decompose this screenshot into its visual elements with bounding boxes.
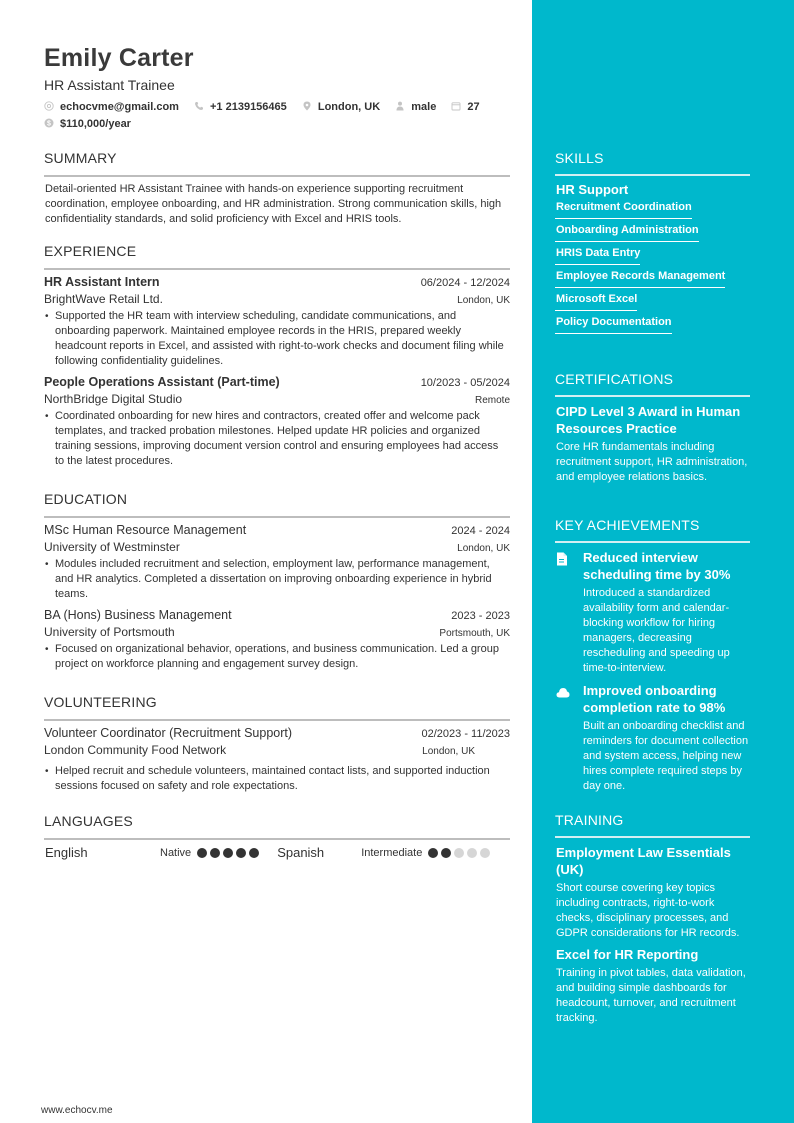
phone-text: +1 2139156465	[210, 101, 287, 113]
candidate-role: HR Assistant Trainee	[44, 77, 175, 93]
summary-section	[44, 150, 510, 227]
skill-item: HRIS Data Entry	[555, 243, 640, 265]
company-name: NorthBridge Digital Studio	[44, 392, 183, 406]
rating-dot-filled	[210, 848, 220, 858]
education-description: • Focused on organizational behavior, operations, and business communication. Led a group project on workforce planning and engagement survey design.	[44, 642, 510, 672]
section-title: LANGUAGES	[44, 813, 133, 829]
experience-entry	[44, 375, 510, 469]
rating-dot-empty	[454, 848, 464, 858]
section-divider	[44, 838, 510, 840]
job-title: People Operations Assistant (Part-time)	[44, 375, 280, 389]
skill-group-title: HR Support	[556, 182, 629, 197]
contact-age	[451, 99, 479, 116]
experience-entry	[44, 275, 510, 369]
cloud-icon	[556, 687, 570, 698]
language-name: English	[45, 845, 88, 860]
summary-text: Detail-oriented HR Assistant Trainee with hands-on experience supporting recruitment coordination, employee onboarding, and HR administration. Strong communication skills, high confidentiality standards, and solid proficiency with Excel and HRIS tools.	[45, 183, 502, 225]
location-pin-icon	[302, 101, 312, 111]
calendar-icon	[451, 101, 461, 111]
section-title: VOLUNTEERING	[44, 694, 157, 710]
language-level: Native	[160, 846, 192, 859]
achievement-description: Built an onboarding checklist and reminders for document collection and system access, helping new hires complete required steps by day one.	[583, 720, 749, 792]
salary-text: $110,000/year	[60, 118, 131, 130]
age-text: 27	[467, 101, 480, 113]
job-description: • Supported the HR team with interview scheduling, candidate communications, and onboarding paperwork. Maintained employee records in the HRIS, prepared weekly headcount reports in Excel, and assisted with right-to-work checks and document filing while following confidentiality guidelines.	[44, 309, 510, 369]
person-icon	[395, 101, 405, 111]
rating-dot-filled	[223, 848, 233, 858]
job-dates: 10/2023 - 05/2024	[420, 377, 510, 389]
rating-dot-filled	[249, 848, 259, 858]
training-name: Excel for HR Reporting	[556, 947, 699, 962]
languages-section	[44, 813, 510, 860]
achievement-item	[555, 549, 750, 676]
training-item	[555, 946, 750, 1026]
section-title: EDUCATION	[44, 491, 128, 507]
rating-dot-filled	[428, 848, 438, 858]
certifications-section	[555, 371, 750, 485]
experience-section	[44, 243, 510, 469]
contact-phone[interactable]	[194, 99, 287, 116]
education-dates: 2024 - 2024	[451, 525, 510, 537]
section-divider	[555, 836, 750, 838]
contact-salary	[44, 116, 131, 133]
language-level: Intermediate	[361, 846, 423, 859]
training-description: Short course covering key topics including contracts, right-to-work checks, disciplinary processes, and GDPR considerations for HR records.	[556, 882, 740, 939]
training-description: Training in pivot tables, data validation, and building simple dashboards for headcount, turnover, and recruitment tracking.	[556, 967, 746, 1024]
at-icon	[44, 101, 54, 111]
achievement-title: Reduced interview scheduling time by 30%	[583, 550, 731, 582]
certification-name: CIPD Level 3 Award in Human Resources Practice	[556, 404, 741, 436]
skills-section	[555, 150, 750, 335]
phone-icon	[194, 101, 204, 111]
training-section	[555, 812, 750, 1031]
section-title: TRAINING	[555, 812, 624, 828]
skill-item: Employee Records Management	[555, 266, 725, 288]
contact-email[interactable]	[44, 99, 179, 116]
rating-dot-empty	[467, 848, 477, 858]
school-name: University of Westminster	[44, 540, 180, 554]
contact-gender	[395, 99, 436, 116]
volunteering-section	[44, 694, 510, 794]
section-divider	[44, 175, 510, 177]
skill-item: Policy Documentation	[555, 312, 672, 334]
rating-dot-empty	[480, 848, 490, 858]
achievement-item	[555, 682, 750, 794]
rating-dot-filled	[441, 848, 451, 858]
volunteer-role: Volunteer Coordinator (Recruitment Support)	[44, 726, 293, 740]
job-dates: 06/2024 - 12/2024	[420, 277, 510, 289]
rating-dot-filled	[197, 848, 207, 858]
education-section	[44, 491, 510, 672]
training-item	[555, 844, 750, 941]
language-rating	[428, 848, 490, 858]
achievement-description: Introduced a standardized availability form and calendar-blocking workflow for hiring managers, decreasing rescheduling and speeding up time-to-interview.	[583, 587, 730, 674]
section-title: KEY ACHIEVEMENTS	[555, 517, 700, 533]
degree-name: MSc Human Resource Management	[44, 523, 247, 537]
job-title: HR Assistant Intern	[44, 275, 160, 289]
rating-dot-filled	[236, 848, 246, 858]
certification-description: Core HR fundamentals including recruitment support, HR administration, and employee relations basics.	[556, 441, 748, 483]
section-divider	[44, 719, 510, 721]
candidate-name: Emily Carter	[44, 44, 194, 72]
school-location: Portsmouth, UK	[439, 628, 510, 639]
education-description: • Modules included recruitment and selection, employment law, performance management, and HR analytics. Completed a dissertation on improving onboarding experience in hybrid teams.	[44, 557, 510, 602]
degree-name: BA (Hons) Business Management	[44, 608, 232, 622]
company-name: BrightWave Retail Ltd.	[44, 292, 163, 306]
school-location: London, UK	[457, 543, 510, 554]
section-divider	[555, 541, 750, 543]
email-text: echocvme@gmail.com	[60, 101, 179, 113]
section-divider	[44, 516, 510, 518]
section-title: CERTIFICATIONS	[555, 371, 674, 387]
volunteer-dates: 02/2023 - 11/2023	[421, 728, 510, 740]
skill-item: Recruitment Coordination	[555, 197, 692, 219]
education-entry	[44, 608, 510, 672]
volunteer-org: London Community Food Network	[44, 743, 227, 757]
svg-text:$: $	[47, 120, 51, 128]
volunteering-entry	[44, 726, 510, 794]
job-location: London, UK	[457, 295, 510, 306]
education-entry	[44, 523, 510, 602]
job-location: Remote	[474, 395, 510, 406]
section-title: SUMMARY	[44, 150, 117, 166]
footer-website[interactable]: www.echocv.me	[41, 1105, 113, 1116]
training-name: Employment Law Essentials (UK)	[556, 845, 731, 877]
language-name: Spanish	[277, 845, 325, 860]
volunteer-location: London, UK	[422, 746, 475, 757]
skill-item: Microsoft Excel	[555, 289, 637, 311]
section-divider	[44, 268, 510, 270]
money-icon	[44, 118, 54, 128]
languages-list	[44, 845, 510, 860]
section-divider	[555, 395, 750, 397]
skill-item: Onboarding Administration	[555, 220, 699, 242]
gender-text: male	[411, 101, 437, 113]
contact-location	[302, 99, 380, 116]
job-description: • Coordinated onboarding for new hires and contractors, created offer and welcome pack templates, and tracked probation milestones. Helped update HR policies and organized training sessions, improving document version control and ensuring employees had access to the latest procedures.	[44, 409, 510, 469]
document-icon	[556, 552, 568, 566]
volunteer-description: • Helped recruit and schedule volunteers, maintained contact lists, and supported induction sessions focused on safety and role expectations.	[44, 764, 510, 794]
location-text: London, UK	[317, 101, 381, 113]
education-dates: 2023 - 2023	[451, 610, 510, 622]
achievement-title: Improved onboarding completion rate to 98%	[583, 683, 726, 715]
school-name: University of Portsmouth	[44, 625, 175, 639]
section-title: EXPERIENCE	[44, 243, 137, 259]
contact-info	[44, 99, 504, 133]
language-rating	[197, 848, 259, 858]
section-title: SKILLS	[555, 150, 604, 166]
section-divider	[555, 174, 750, 176]
achievements-section	[555, 517, 750, 800]
